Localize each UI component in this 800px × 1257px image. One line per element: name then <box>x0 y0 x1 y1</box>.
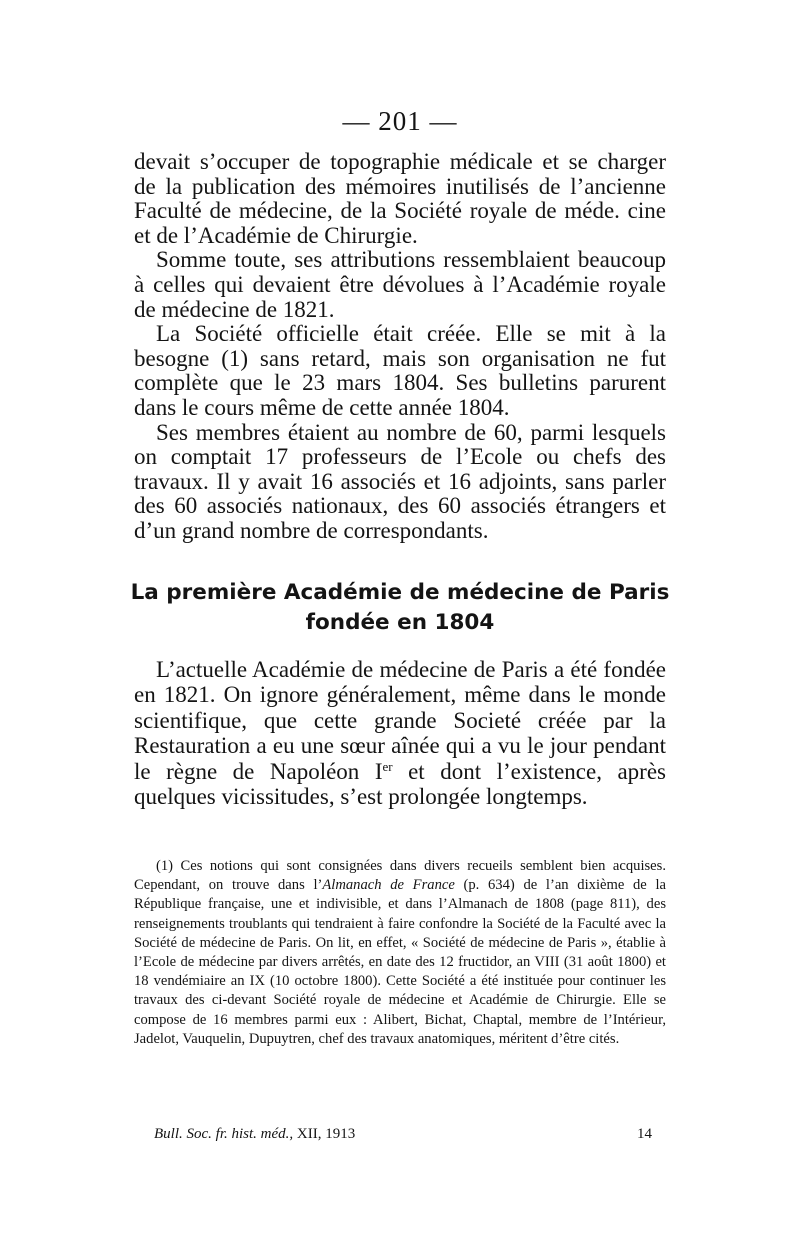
footnote-paragraph <box>134 857 666 1049</box>
footnote-italic-title: Almanach de France <box>322 877 455 894</box>
page-number: — 201 — <box>342 106 458 136</box>
footnote-text-part-2: (p. 634) de l’an dixième de la République française, une et indivisible, et dans l’Almanach de 1808 (page 811), des renseignements troublants qui tendraient à faire confondre la Société de la Faculté avec la Société de médecine de Paris. On lit, en effet, « Société de médecine de Paris », établie à l’Ecole de médecine par divers arrêtés, en date des 12 fructidor, an VIII (31 août 1800) et 18 vendémiaire an IX (10 octobre 1800). Cette Société a été instituée pour continuer les travaux des ci-devant Société royale de médecine et Académie de Chirurgie. Elle se compose de 16 membres parmi eux : Alibert, Bichat, Chaptal, membre de l’Intérieur, Jadelot, Vauquelin, Dupuytren, chef des travaux anatomiques, méritent d’être cités. <box>134 877 666 1047</box>
ordinal-superscript: er <box>382 758 393 774</box>
paragraph: Somme toute, ses attributions ressemblaient beaucoup à celles qui devaient être dévolues à l’Académie royale de médecine de 1821. <box>134 247 666 322</box>
paragraph: La Société officielle était créée. Elle se mit à la besogne (1) sans retard, mais son organisation ne fut complète que le 23 mars 1804. Ses bulletins parurent dans le cours même de cette année 1804. <box>134 321 666 420</box>
paragraph-continuation: devait s’occuper de topographie médicale et se charger de la publication des mémoires inutilisés de l’ancienne Faculté de médecine, de la Société royale de méde. cine et de l’Académie de Chirurgie. <box>134 149 666 248</box>
footer-volume: XII, 1913 <box>293 1126 356 1142</box>
page-footer <box>154 1126 652 1143</box>
section-text <box>134 657 666 809</box>
section-text-part-1: L’actuelle Académie de médecine de Paris a été fondée en 1821. On ignore généralement, même dans le monde scientifique, que cette grande Societé créée par la Restauration a eu une sœur aînée qui a vu le jour pendant le règne de Napoléon I <box>134 657 666 784</box>
footer-journal-title: Bull. Soc. fr. hist. méd., <box>154 1126 294 1142</box>
section-heading <box>120 578 680 638</box>
section-text-part-2: et dont l’existence, après quelques vicissitudes, s’est prolongée longtemps. <box>134 758 666 810</box>
footer-sheet-number: 14 <box>637 1126 652 1142</box>
footnote <box>134 857 666 1049</box>
footnote-text-part-1: (1) Ces notions qui sont consignées dans divers recueils semblent bien acquises. Cependant, on trouve dans l’ <box>134 858 666 894</box>
body-text <box>134 150 666 544</box>
section-paragraph <box>134 657 666 809</box>
section-heading-line-2: fondée en 1804 <box>305 610 495 635</box>
section-heading-line-1: La première Académie de médecine de Paris <box>130 580 670 605</box>
footer-journal <box>154 1126 355 1143</box>
paragraph: Ses membres étaient au nombre de 60, parmi lesquels on comptait 17 professeurs de l’Ecole ou chefs des travaux. Il y avait 16 associés et 16 adjoints, sans parler des 60 associés nationaux, des 60 associés étrangers et d’un grand nombre de correspondants. <box>134 419 666 543</box>
